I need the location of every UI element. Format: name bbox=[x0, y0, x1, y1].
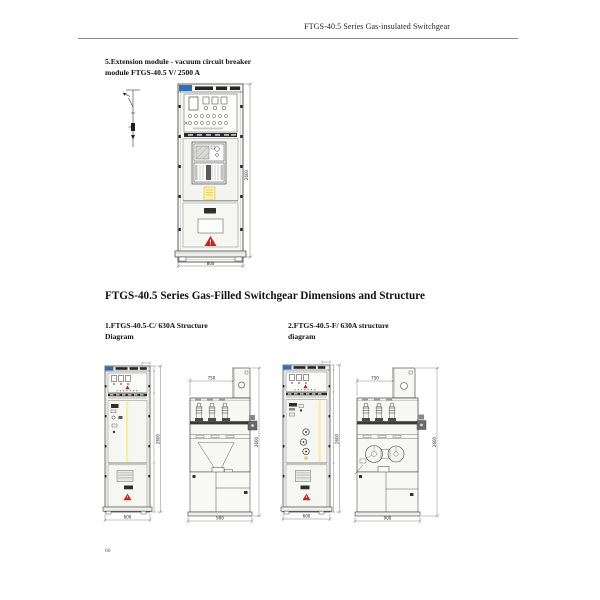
dim-depth-label: 900 bbox=[216, 515, 224, 521]
busbar bbox=[357, 421, 421, 424]
cabinet-front-view bbox=[175, 84, 246, 262]
dim-height-label: 2600 bbox=[432, 436, 437, 448]
lower-compartment bbox=[183, 201, 238, 247]
dim-top-label: 750 bbox=[371, 375, 379, 381]
warning-label bbox=[204, 187, 215, 200]
brand-logo bbox=[284, 366, 292, 370]
nameplate bbox=[301, 486, 310, 490]
breaker-compartment bbox=[183, 139, 238, 201]
busbar bbox=[190, 421, 253, 424]
mid-divider bbox=[184, 133, 237, 137]
main-door bbox=[286, 400, 327, 464]
dim-height-label: 2600 bbox=[334, 433, 340, 445]
model-label-strip bbox=[116, 367, 147, 370]
yellow-marker bbox=[305, 457, 308, 460]
operating-mechanism bbox=[417, 415, 426, 430]
model-label-strip bbox=[294, 366, 326, 369]
header-rule bbox=[78, 38, 518, 39]
extension-module-title-line1: 5.Extension module - vacuum circuit breaker bbox=[105, 57, 252, 66]
page-header bbox=[250, 22, 450, 31]
bushings bbox=[195, 403, 230, 421]
dim-height-label: 2600 bbox=[244, 169, 250, 181]
diagram-c-title bbox=[105, 320, 285, 342]
page-number: 60 bbox=[105, 548, 111, 554]
dim-height-label: 2600 bbox=[254, 436, 259, 448]
nameplate bbox=[204, 208, 216, 214]
lower-compartment bbox=[286, 465, 327, 507]
control-panel bbox=[286, 372, 327, 392]
f-front-view bbox=[281, 361, 341, 522]
lower-compartments bbox=[190, 472, 250, 512]
diagram-f-drawing bbox=[275, 355, 450, 535]
dim-width-label: 600 bbox=[123, 514, 132, 520]
single-line-diagram bbox=[123, 90, 140, 147]
yellow-stripe-label bbox=[126, 402, 128, 463]
c-front-view bbox=[103, 362, 162, 523]
extension-module-title-line2: module FTGS-40.5 V/ 2500 A bbox=[105, 68, 201, 77]
brand-logo bbox=[179, 85, 192, 91]
main-door bbox=[108, 401, 147, 464]
control-panel bbox=[108, 373, 147, 393]
dim-width-label: 800 bbox=[206, 260, 215, 266]
diagram-c-title-line2: Diagram bbox=[105, 332, 134, 341]
dim-width-label: 600 bbox=[302, 513, 311, 519]
diagram-f-title-line1: 2.FTGS-40.5-F/ 630A structure bbox=[288, 321, 389, 330]
diagram-c-drawing bbox=[95, 355, 275, 535]
ventilation-grille bbox=[296, 471, 311, 482]
control-panel bbox=[184, 94, 237, 132]
brand-logo bbox=[106, 367, 114, 371]
dimensions-heading: FTGS-40.5 Series Gas-Filled Switchgear Dimensions and Structure bbox=[105, 290, 425, 302]
lower-compartments bbox=[357, 472, 418, 512]
diagram-f-title-line2: diagram bbox=[288, 332, 316, 341]
diagram-c-title-line1: 1.FTGS-40.5-C/ 630A Structure bbox=[105, 321, 208, 330]
operating-mechanism bbox=[248, 415, 257, 430]
yellow-stripe-label bbox=[319, 401, 321, 463]
dim-top-label: 750 bbox=[207, 375, 216, 381]
base bbox=[103, 507, 152, 514]
bushings bbox=[362, 403, 396, 421]
lower-compartment bbox=[108, 465, 147, 507]
header-title: FTGS-40.5 Series Gas-insulated Switchgear bbox=[304, 22, 450, 31]
dim-height-label: 2600 bbox=[155, 433, 161, 445]
diagram-f-title bbox=[288, 320, 468, 342]
nameplate bbox=[124, 486, 133, 490]
ventilation-grille bbox=[117, 471, 133, 482]
f-side-view bbox=[354, 367, 440, 524]
dim-depth-label: 900 bbox=[383, 515, 392, 521]
extension-module-title bbox=[105, 56, 315, 78]
extension-module-drawing bbox=[100, 80, 270, 280]
c-side-view bbox=[187, 367, 262, 524]
model-label-strip bbox=[195, 87, 240, 91]
